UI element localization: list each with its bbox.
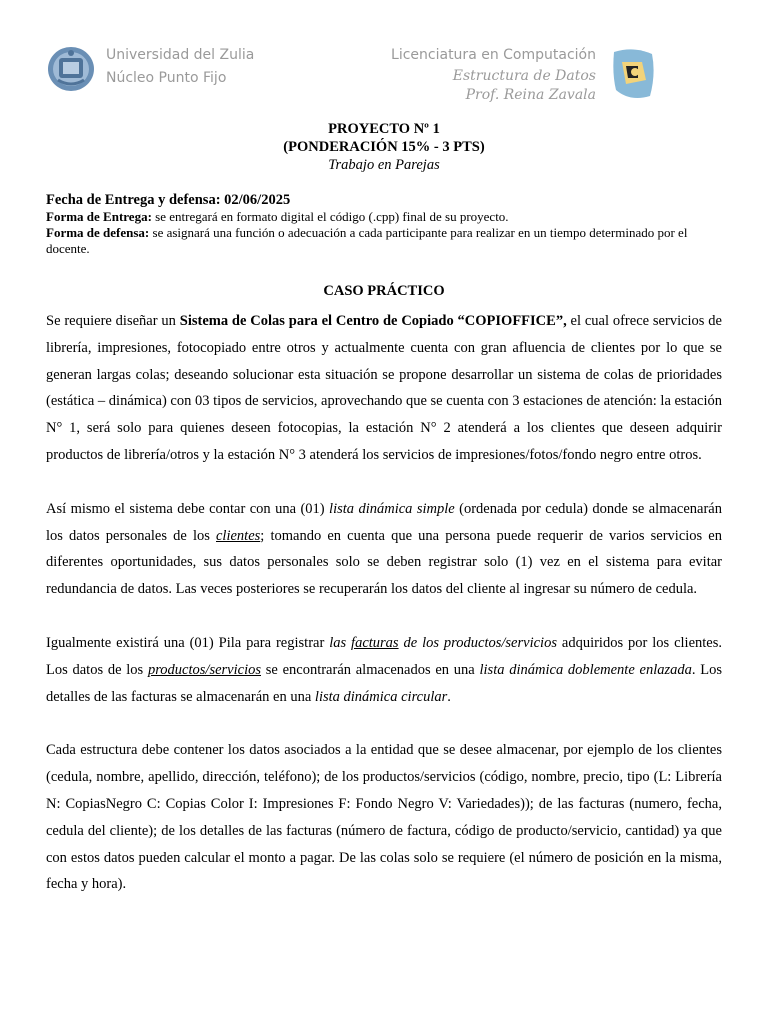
title-line-2: (PONDERACIÓN 15% - 3 PTS) <box>283 139 485 155</box>
defense-label: Forma de defensa: <box>46 225 150 240</box>
course-block <box>391 44 596 105</box>
delivery-info <box>46 192 722 257</box>
due-date: Fecha de Entrega y defensa: 02/06/2025 <box>46 192 291 208</box>
university-seal-logo <box>46 44 96 94</box>
delivery-text: se entregará en formato digital el código (.cpp) final de su proyecto. <box>151 209 509 224</box>
page-header <box>46 42 722 102</box>
document-body <box>46 282 722 898</box>
delivery-form <box>46 209 722 225</box>
section-title: CASO PRÁCTICO <box>323 283 445 299</box>
professor-name: Prof. Reina Zavala <box>465 87 596 103</box>
program-logo <box>608 44 658 102</box>
title-line-1: PROYECTO Nº 1 <box>328 121 440 137</box>
paragraph-3: Igualmente existirá una (01) Pila para registrar las facturas de los productos/servicios adquiridos por los clientes. Los datos de los productos/servicios se encontrarán almacenados en una lista dinámica doblemente enlazada. Los detalles de las facturas se almacenarán en una lista dinámica circular. <box>46 634 723 705</box>
course-name: Estructura de Datos <box>452 68 596 84</box>
defense-text: se asignará una función o adecuación a cada participante para realizar en un tiempo determinado por el docente. <box>46 225 688 256</box>
paragraph-2: Así mismo el sistema debe contar con una (01) lista dinámica simple (ordenada por cedula) donde se almacenarán los datos personales de los clientes; tomando en cuenta que una persona puede requerir de varios servicios en diferentes oportunidades, sus datos personales solo se deben registrar solo (1) vez en el sistema para evitar redundancia de datos. Las veces posteriores se recuperarán los datos del cliente al ingresar su número de cedula. <box>46 500 722 598</box>
university-name: Universidad del Zulia <box>106 47 255 63</box>
project-title <box>0 120 768 174</box>
university-block <box>106 44 254 90</box>
program-name: Licenciatura en Computación <box>391 47 596 63</box>
paragraph-4: Cada estructura debe contener los datos asociados a la entidad que se desee almacenar, por ejemplo de los clientes (cedula, nombre, apellido, dirección, teléfono); de los productos/servicios (código, nombre, precio, tipo (L: Librería N: CopiasNegro C: Copias Color I: Impresiones F: Fondo Negro V: Variedades)); de las facturas (numero, fecha, cedula del cliente); de los detalles de las facturas (número de factura, código de producto/servicio, cantidad) ya que con estos datos pueden calcular el monto a pagar. De las colas solo se requiere (el número de posición en la misma, fecha y hora). <box>46 742 722 893</box>
nucleus-name: Núcleo Punto Fijo <box>106 70 227 86</box>
paragraph-1: Se requiere diseñar un Sistema de Colas para el Centro de Copiado “COPIOFFICE”, el cual ofrece servicios de librería, impresiones, fotocopiado entre otros y actualmente cuenta con gran afluencia de clientes por lo que se generan largas colas; deseando solucionar esta situación se propone desarrollar un sistema de colas de prioridades (estática – dinámica) con 03 tipos de servicios, aprovechando que se cuenta con 3 estaciones de atención: la estación N° 1, será solo para quienes deseen fotocopias, la estación N° 2 atenderá a los clientes que deseen adquirir productos de librería/otros y la estación N° 3 atenderá los servicios de impresiones/fotos/fondo negro entre otros. <box>46 313 723 463</box>
defense-form <box>46 225 722 257</box>
delivery-label: Forma de Entrega: <box>46 209 152 224</box>
title-line-3: Trabajo en Parejas <box>328 157 440 173</box>
